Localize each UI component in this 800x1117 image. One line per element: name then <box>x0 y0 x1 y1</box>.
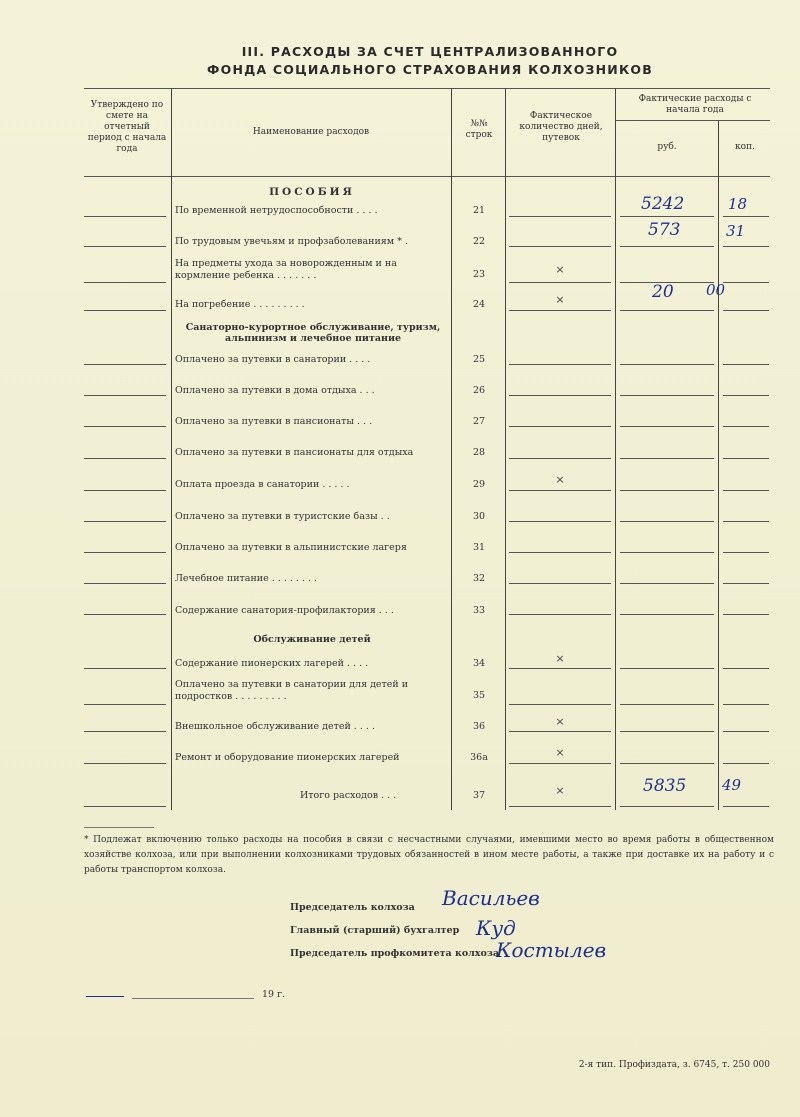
row-22-number: 22 <box>472 236 486 247</box>
handwritten-kop-21: 18 <box>728 195 748 213</box>
row-36-label: Внешкольное обслуживание детей . . . . <box>175 721 375 732</box>
row-33-rule-3 <box>620 614 714 615</box>
section-sanatorium: Санаторно-курортное обслуживание, туризм, альпинизм и лечебное питание <box>185 322 441 344</box>
header-approved: Утверждено по смете на отчетный период с начала года <box>87 100 167 154</box>
row-21-rule-4 <box>723 216 769 217</box>
header-line-no: №№ строк <box>465 119 493 140</box>
row-35-rule-1 <box>84 704 166 705</box>
section-benefits: ПОСОБИЯ <box>269 186 355 198</box>
section-children: Обслуживание детей <box>253 634 371 645</box>
row-30-rule-1 <box>84 521 166 522</box>
row-36-rule-4 <box>723 731 769 732</box>
row-23-number: 23 <box>472 269 486 280</box>
header-actual-qty: Фактическое количество дней, путевок <box>519 111 603 143</box>
section-title-line2: ФОНДА СОЦИАЛЬНОГО СТРАХОВАНИЯ КОЛХОЗНИКОВ <box>207 62 653 77</box>
row-29-rule-4 <box>723 490 769 491</box>
row-34-rule-1 <box>84 668 166 669</box>
row-29-label: Оплата проезда в санатории . . . . . <box>175 479 350 490</box>
row-27-rule-1 <box>84 426 166 427</box>
row-27-number: 27 <box>472 416 486 427</box>
row-30-rule-2 <box>509 521 611 522</box>
row-33-rule-1 <box>84 614 166 615</box>
row-32-rule-4 <box>723 583 769 584</box>
row-24-label: На погребение . . . . . . . . . <box>175 299 305 310</box>
row-31-rule-2 <box>509 552 611 553</box>
footnote-text: * Подлежат включению только расходы на пособия в связи с несчастными случаями, имевшими место во время работы в общественном хозяйстве колхоза, или при выполнении колхозниками трудовых обязанностей в ином месте работы, а также при доставке их на работу и с работы транспортом колхоза. <box>84 835 774 875</box>
row-26-rule-1 <box>84 395 166 396</box>
chairman-label: Председатель колхоза <box>290 902 415 913</box>
row-22-rule-2 <box>509 246 611 247</box>
row-25-rule-3 <box>620 364 714 365</box>
row-28-rule-4 <box>723 458 769 459</box>
handwritten-rub-37: 5835 <box>643 776 687 796</box>
row-34-rule-2 <box>509 668 611 669</box>
row-37-rule-4 <box>723 806 769 807</box>
row-25-number: 25 <box>472 354 486 365</box>
row-36а-rule-3 <box>620 763 714 764</box>
row-30-rule-3 <box>620 521 714 522</box>
row-34-cross-mark: × <box>555 652 565 665</box>
row-23-cross-mark: × <box>555 263 565 276</box>
row-33-label: Содержание санатория-профилактория . . . <box>175 605 394 616</box>
union-chair-signature: Костылев <box>496 938 607 962</box>
row-35-label: Оплачено за путевки в санатории для детей и подростков . . . . . . . . . <box>175 679 409 702</box>
row-24-number: 24 <box>472 299 486 310</box>
row-37-rule-3 <box>620 806 714 807</box>
row-31-rule-1 <box>84 552 166 553</box>
section-title-line1: III. РАСХОДЫ ЗА СЧЕТ ЦЕНТРАЛИЗОВАННОГО <box>241 44 619 59</box>
accountant-label: Главный (старший) бухгалтер <box>290 925 460 936</box>
header-actual-expenses: Фактические расходы с начала года <box>638 94 752 115</box>
table-top-border <box>84 88 770 89</box>
row-27-rule-2 <box>509 426 611 427</box>
row-36-rule-2 <box>509 731 611 732</box>
row-30-rule-4 <box>723 521 769 522</box>
footnote-rule <box>84 827 154 828</box>
row-22-label: По трудовым увечьям и профзаболеваниям * . <box>175 236 408 247</box>
row-24-rule-4 <box>723 310 769 311</box>
row-37-label: Итого расходов . . . <box>300 790 397 801</box>
row-21-rule-1 <box>84 216 166 217</box>
row-28-label: Оплачено за путевки в пансионаты для отдыха <box>175 447 414 458</box>
union-chair-label: Председатель профкомитета колхоза <box>290 948 500 959</box>
row-30-number: 30 <box>472 511 486 522</box>
row-35-rule-3 <box>620 704 714 705</box>
row-22-rule-3 <box>620 246 714 247</box>
row-23-rule-4 <box>723 282 769 283</box>
row-33-number: 33 <box>472 605 486 616</box>
header-rub: руб. <box>657 142 677 152</box>
row-25-rule-2 <box>509 364 611 365</box>
row-26-number: 26 <box>472 385 486 396</box>
handwritten-rub-22: 573 <box>648 220 681 240</box>
row-36а-label: Ремонт и оборудование пионерских лагерей <box>175 752 400 763</box>
table-header-bottom <box>84 176 770 177</box>
row-26-rule-4 <box>723 395 769 396</box>
row-21-rule-3 <box>620 216 714 217</box>
row-21-label: По временной нетрудоспособности . . . . <box>175 205 378 216</box>
row-36а-number: 36а <box>470 752 488 763</box>
row-37-rule-2 <box>509 806 611 807</box>
row-29-number: 29 <box>472 479 486 490</box>
row-23-rule-2 <box>509 282 611 283</box>
row-29-rule-2 <box>509 490 611 491</box>
row-32-label: Лечебное питание . . . . . . . . <box>175 573 318 584</box>
row-27-rule-3 <box>620 426 714 427</box>
row-36а-rule-2 <box>509 763 611 764</box>
row-26-rule-3 <box>620 395 714 396</box>
row-37-rule-1 <box>84 806 166 807</box>
handwritten-kop-22: 31 <box>726 222 746 240</box>
handwritten-kop-37: 49 <box>722 776 742 794</box>
row-29-cross-mark: × <box>555 473 565 486</box>
handwritten-rub-24: 20 <box>652 282 674 302</box>
col-divider-5 <box>718 120 719 810</box>
row-31-label: Оплачено за путевки в альпинистские лагеря <box>175 542 407 553</box>
row-36-number: 36 <box>472 721 486 732</box>
chairman-signature: Васильев <box>442 886 540 910</box>
row-28-number: 28 <box>472 447 486 458</box>
row-36-cross-mark: × <box>555 715 565 728</box>
row-24-rule-3 <box>620 310 714 311</box>
col-divider-4 <box>615 88 616 810</box>
row-32-rule-2 <box>509 583 611 584</box>
row-29-rule-1 <box>84 490 166 491</box>
row-28-rule-3 <box>620 458 714 459</box>
row-25-rule-4 <box>723 364 769 365</box>
row-34-label: Содержание пионерских лагерей . . . . <box>175 658 369 669</box>
row-37-cross-mark: × <box>555 784 565 797</box>
row-36а-cross-mark: × <box>555 746 565 759</box>
row-23-rule-1 <box>84 282 166 283</box>
row-36а-rule-4 <box>723 763 769 764</box>
row-24-rule-1 <box>84 310 166 311</box>
handwritten-kop-24: 00 <box>706 281 726 299</box>
row-32-rule-3 <box>620 583 714 584</box>
row-36-rule-3 <box>620 731 714 732</box>
row-30-label: Оплачено за путевки в туристские базы . . <box>175 511 390 522</box>
row-28-rule-1 <box>84 458 166 459</box>
header-kop: коп. <box>735 142 755 152</box>
row-29-rule-3 <box>620 490 714 491</box>
row-37-number: 37 <box>472 790 486 801</box>
row-32-number: 32 <box>472 573 486 584</box>
date-year: 19 г. <box>262 989 286 1000</box>
accountant-signature: Куд <box>476 916 516 940</box>
header-name: Наименование расходов <box>252 127 370 137</box>
row-25-label: Оплачено за путевки в санатории . . . . <box>175 354 371 365</box>
printer-imprint: 2-я тип. Профиздата, з. 6745, т. 250 000 <box>578 1060 770 1070</box>
row-34-number: 34 <box>472 658 486 669</box>
row-36а-rule-1 <box>84 763 166 764</box>
row-33-rule-4 <box>723 614 769 615</box>
row-21-number: 21 <box>472 205 486 216</box>
row-27-label: Оплачено за путевки в пансионаты . . . <box>175 416 373 427</box>
row-31-rule-3 <box>620 552 714 553</box>
row-24-cross-mark: × <box>555 293 565 306</box>
row-35-rule-4 <box>723 704 769 705</box>
date-day-mark <box>86 996 124 997</box>
row-27-rule-4 <box>723 426 769 427</box>
row-34-rule-4 <box>723 668 769 669</box>
date-line <box>132 998 254 999</box>
row-36-rule-1 <box>84 731 166 732</box>
row-21-rule-2 <box>509 216 611 217</box>
row-26-label: Оплачено за путевки в дома отдыха . . . <box>175 385 375 396</box>
row-31-rule-4 <box>723 552 769 553</box>
row-34-rule-3 <box>620 668 714 669</box>
row-24-rule-2 <box>509 310 611 311</box>
row-28-rule-2 <box>509 458 611 459</box>
row-22-rule-4 <box>723 246 769 247</box>
row-33-rule-2 <box>509 614 611 615</box>
row-32-rule-1 <box>84 583 166 584</box>
row-23-label: На предметы ухода за новорожденным и на кормление ребенка . . . . . . . <box>175 258 397 281</box>
row-22-rule-1 <box>84 246 166 247</box>
row-35-number: 35 <box>472 690 486 701</box>
handwritten-rub-21: 5242 <box>641 194 685 214</box>
row-31-number: 31 <box>472 542 486 553</box>
expense-subheader-line <box>615 120 770 121</box>
row-26-rule-2 <box>509 395 611 396</box>
row-25-rule-1 <box>84 364 166 365</box>
row-35-rule-2 <box>509 704 611 705</box>
